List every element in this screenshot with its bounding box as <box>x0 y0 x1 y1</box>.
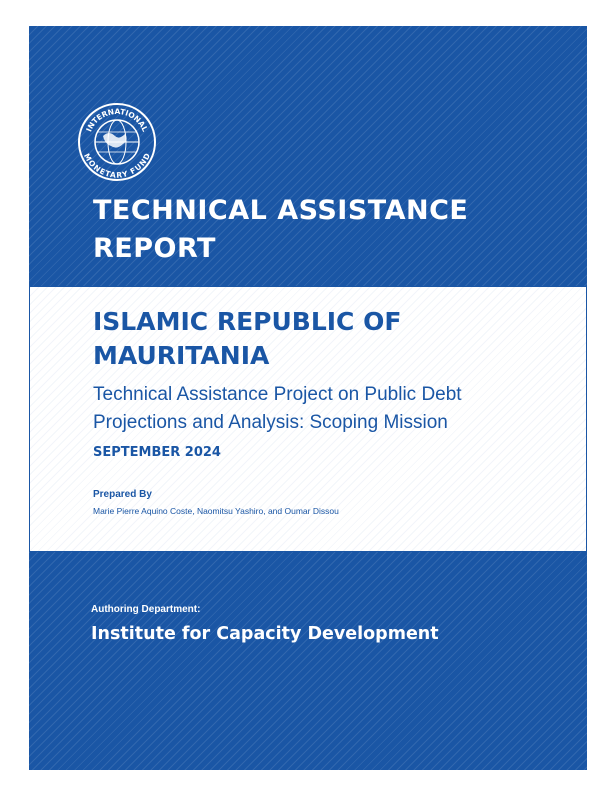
imf-seal-logo <box>77 102 157 182</box>
report-cover <box>29 26 587 770</box>
cover-top-band <box>29 26 587 286</box>
report-title-line-1: TECHNICAL ASSISTANCE <box>93 195 469 226</box>
authoring-department-label: Authoring Department: <box>91 604 201 615</box>
report-title-line-2: REPORT <box>93 233 216 264</box>
seal-text-bottom: MONETARY FUND <box>81 151 153 180</box>
country-name <box>93 305 563 373</box>
authors-list: Marie Pierre Aquino Coste, Naomitsu Yashiro, and Oumar Dissou <box>93 506 339 516</box>
cover-bottom-band <box>29 552 587 770</box>
report-title <box>93 192 553 268</box>
prepared-by-label: Prepared By <box>93 489 152 500</box>
country-name-line-2: MAURITANIA <box>93 341 270 370</box>
report-date: SEPTEMBER 2024 <box>93 445 221 460</box>
country-name-line-1: ISLAMIC REPUBLIC OF <box>93 307 402 336</box>
title-panel <box>29 286 587 552</box>
authoring-department-name: Institute for Capacity Development <box>91 624 439 644</box>
project-subtitle-line-1: Technical Assistance Project on Public Debt <box>93 384 462 405</box>
seal-text-top: INTERNATIONAL <box>84 106 150 134</box>
project-subtitle-line-2: Projections and Analysis: Scoping Mission <box>93 412 448 433</box>
project-subtitle <box>93 381 563 437</box>
